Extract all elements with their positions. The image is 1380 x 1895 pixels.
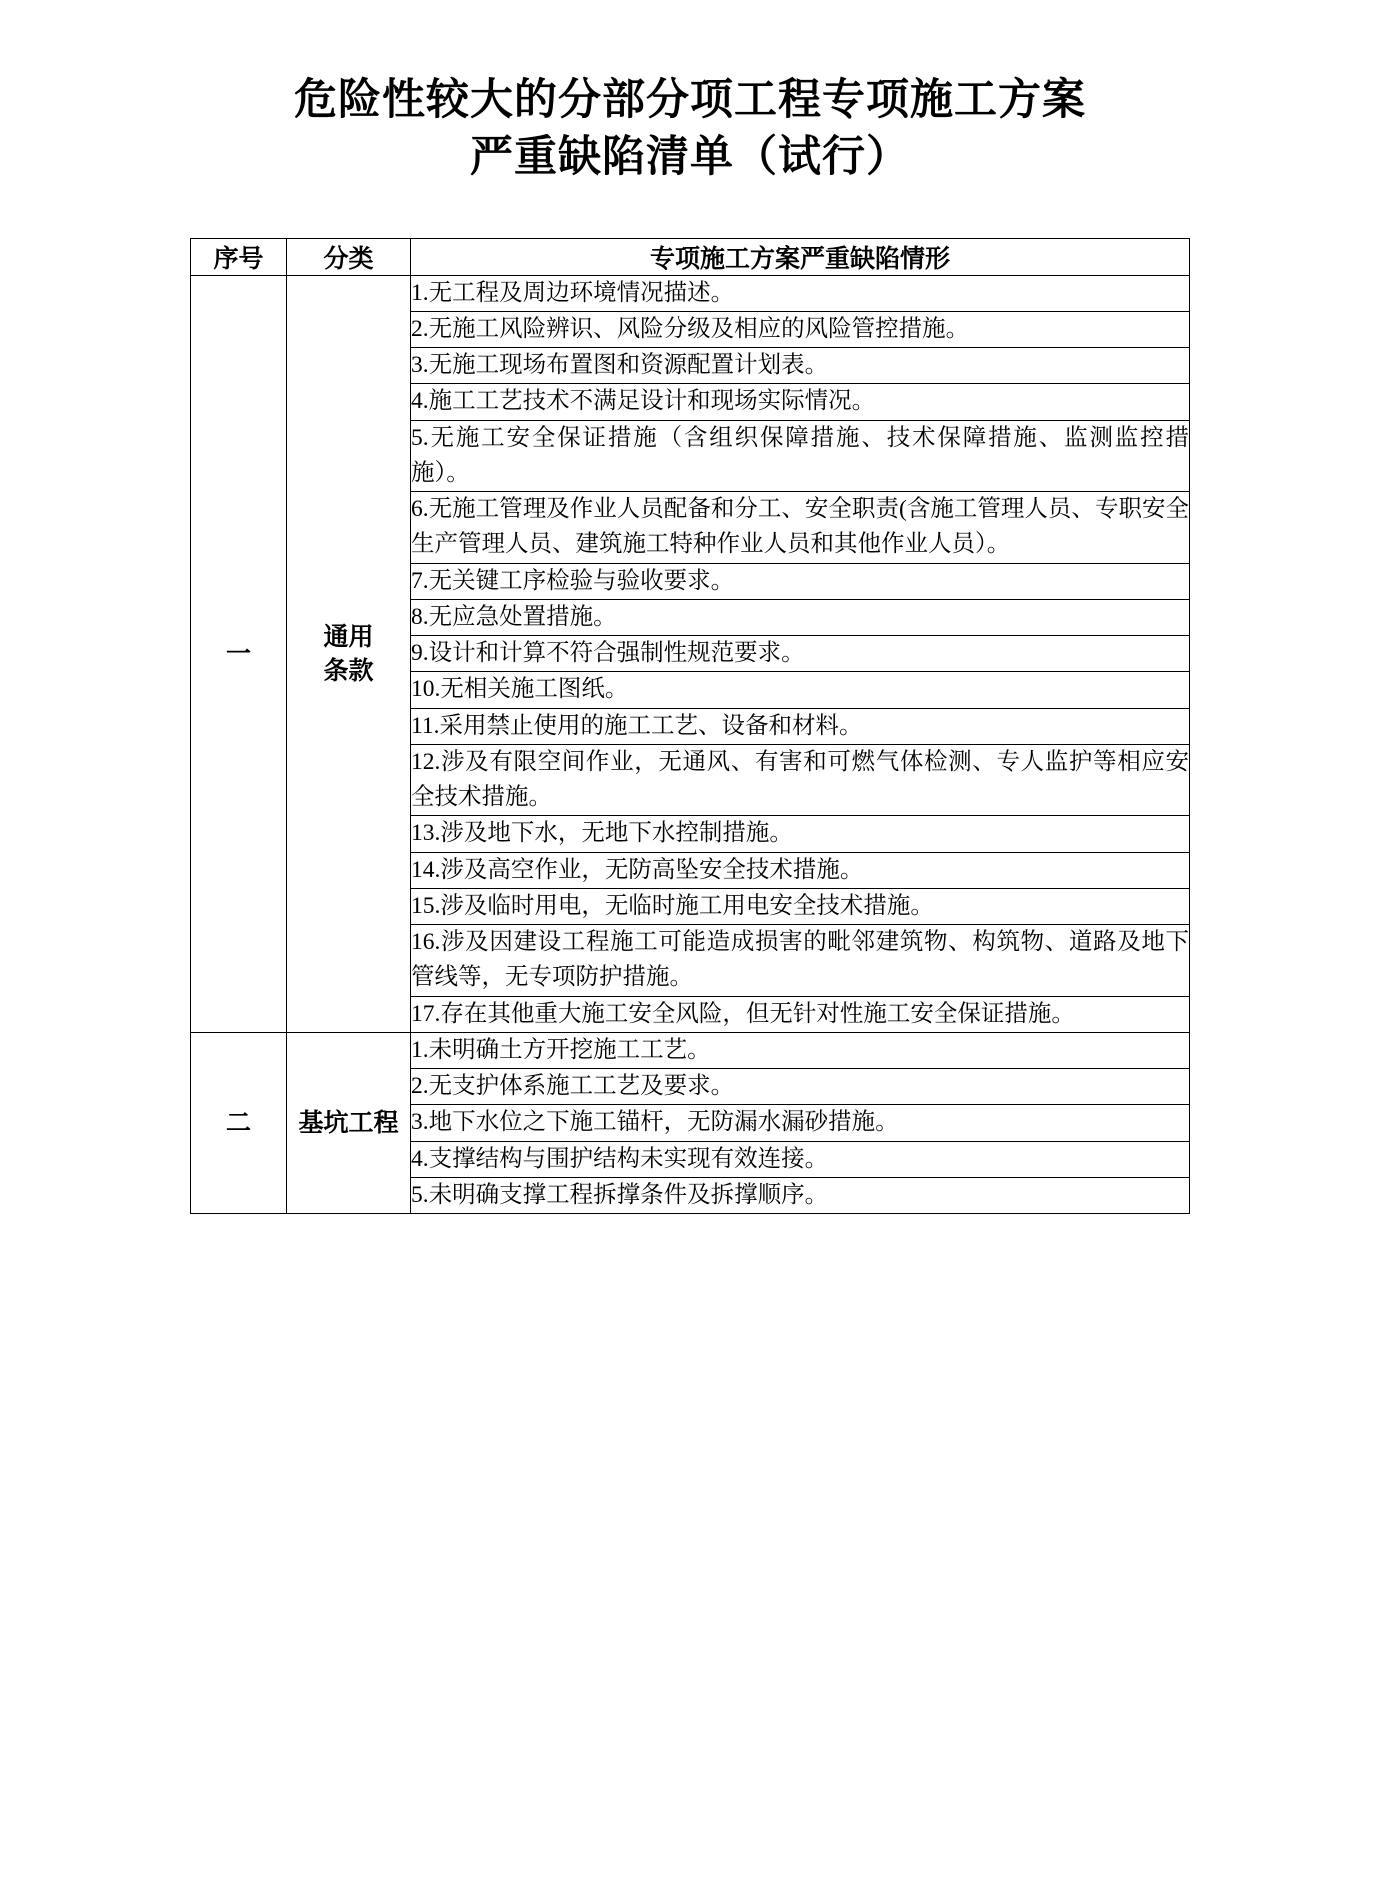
- defect-item: 17.存在其他重大施工安全风险，但无针对性施工安全保证措施。: [411, 996, 1190, 1032]
- defect-item: 3.地下水位之下施工锚杆，无防漏水漏砂措施。: [411, 1105, 1190, 1141]
- defect-item: 14.涉及高空作业，无防高坠安全技术措施。: [411, 852, 1190, 888]
- defect-item: 15.涉及临时用电，无临时施工用电安全技术措施。: [411, 888, 1190, 924]
- defect-item: 12.涉及有限空间作业，无通风、有害和可燃气体检测、专人监护等相应安全技术措施。: [411, 744, 1190, 816]
- table-header-row: [191, 238, 1190, 275]
- header-category: 分类: [287, 238, 411, 275]
- title-line-1: 危险性较大的分部分项工程专项施工方案: [294, 75, 1086, 125]
- section-category-1: [287, 275, 411, 1032]
- defect-item: 3.无施工现场布置图和资源配置计划表。: [411, 348, 1190, 384]
- section-category-2: 基坑工程: [287, 1032, 411, 1213]
- defect-item: 1.未明确土方开挖施工工艺。: [411, 1032, 1190, 1068]
- header-no: 序号: [191, 238, 287, 275]
- defects-table-wrapper: [190, 238, 1190, 1215]
- defect-item: 2.无支护体系施工工艺及要求。: [411, 1069, 1190, 1105]
- table-row: [191, 1032, 1190, 1068]
- defect-item: 5.无施工安全保证措施（含组织保障措施、技术保障措施、监测监控措施）。: [411, 420, 1190, 492]
- defect-item: 6.无施工管理及作业人员配备和分工、安全职责(含施工管理人员、专职安全生产管理人员、建筑施工特种作业人员和其他作业人员）。: [411, 492, 1190, 564]
- defect-item: 4.支撑结构与围护结构未实现有效连接。: [411, 1141, 1190, 1177]
- defect-item: 4.施工工艺技术不满足设计和现场实际情况。: [411, 384, 1190, 420]
- defect-item: 1.无工程及周边环境情况描述。: [411, 275, 1190, 311]
- section-no-1: 一: [191, 275, 287, 1032]
- section-no-2: 二: [191, 1032, 287, 1213]
- defect-item: 13.涉及地下水，无地下水控制措施。: [411, 816, 1190, 852]
- defects-table: [190, 238, 1190, 1215]
- header-content: 专项施工方案严重缺陷情形: [411, 238, 1190, 275]
- defect-item: 16.涉及因建设工程施工可能造成损害的毗邻建筑物、构筑物、道路及地下管线等，无专项防护措施。: [411, 925, 1190, 997]
- defect-item: 7.无关键工序检验与验收要求。: [411, 563, 1190, 599]
- category-label: 通用 条款: [323, 621, 374, 685]
- defect-item: 11.采用禁止使用的施工工艺、设备和材料。: [411, 708, 1190, 744]
- title-line-2: 严重缺陷清单（试行）: [470, 131, 910, 182]
- defect-item: 2.无施工风险辨识、风险分级及相应的风险管控措施。: [411, 311, 1190, 347]
- document-title: [0, 0, 1380, 186]
- defect-item: 10.无相关施工图纸。: [411, 672, 1190, 708]
- defect-item: 5.未明确支撑工程拆撑条件及拆撑顺序。: [411, 1177, 1190, 1213]
- defect-item: 8.无应急处置措施。: [411, 599, 1190, 635]
- defect-item: 9.设计和计算不符合强制性规范要求。: [411, 636, 1190, 672]
- table-row: [191, 275, 1190, 311]
